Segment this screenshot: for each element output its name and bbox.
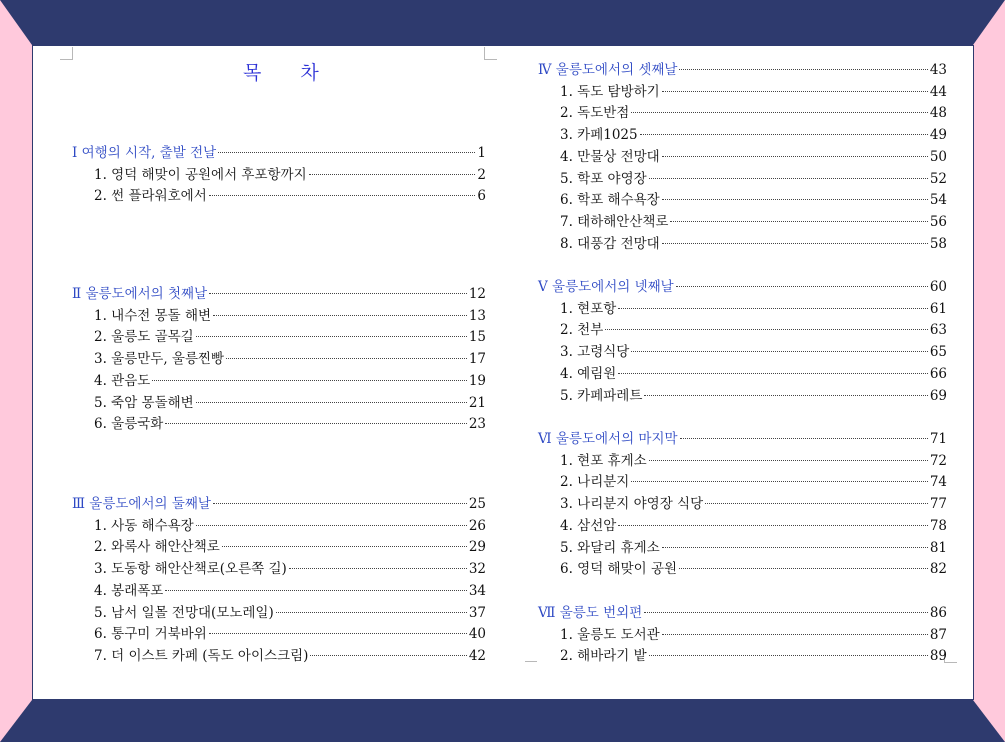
dot-leader <box>631 351 927 352</box>
dot-leader <box>640 134 928 135</box>
toc-page-number: 86 <box>929 605 947 621</box>
toc-item-entry[interactable] <box>560 147 947 167</box>
toc-page-number: 78 <box>929 517 947 534</box>
toc-item-entry[interactable] <box>560 451 947 471</box>
toc-item-label: 2. 울릉도 골목길 <box>94 329 194 346</box>
dot-leader <box>618 373 928 374</box>
toc-item-label: 1. 영덕 해맞이 공원에서 후포항까지 <box>94 166 307 183</box>
toc-item-entry[interactable] <box>94 306 486 326</box>
dot-leader <box>662 156 928 157</box>
toc-item-entry[interactable] <box>560 299 947 319</box>
dot-leader <box>209 195 476 196</box>
dot-leader <box>644 395 927 396</box>
toc-item-label: 6. 울릉국화 <box>94 416 164 433</box>
toc-section-heading: Ⅵ 울릉도에서의 마지막 <box>538 431 678 447</box>
toc-item-label: 5. 남서 일몰 전망대(모노레일) <box>94 604 274 621</box>
dot-leader <box>226 358 467 359</box>
toc-section-heading: Ⅶ 울릉도 번외편 <box>538 605 643 621</box>
toc-item-entry[interactable] <box>94 516 486 536</box>
toc-item-label: 1. 울릉도 도서관 <box>560 626 660 643</box>
toc-item-entry[interactable] <box>94 165 486 185</box>
toc-item-entry[interactable] <box>560 386 947 406</box>
dot-leader <box>209 293 467 294</box>
toc-item-label: 1. 내수전 몽돌 해변 <box>94 307 212 324</box>
toc-item-label: 3. 도동항 해안산책로(오른쪽 길) <box>94 561 287 578</box>
toc-page-number: 6 <box>477 188 486 205</box>
toc-item-entry[interactable] <box>560 646 947 666</box>
toc-item-label: 1. 현포 휴게소 <box>560 452 647 469</box>
toc-page-number: 60 <box>929 279 947 295</box>
toc-item-label: 2. 천부 <box>560 322 604 339</box>
toc-item-entry[interactable] <box>94 537 486 557</box>
toc-item-entry[interactable] <box>94 371 486 391</box>
toc-page-number: 69 <box>929 387 947 404</box>
toc-title <box>243 58 320 85</box>
toc-item-label: 2. 나리분지 <box>560 474 630 491</box>
toc-page-number: 17 <box>468 351 486 368</box>
toc-item-label: 7. 더 이스트 카페 (독도 아이스크림) <box>94 647 309 664</box>
toc-page-number: 56 <box>929 213 947 230</box>
toc-item-entry[interactable] <box>94 327 486 347</box>
dot-leader <box>631 481 927 482</box>
toc-item-entry[interactable] <box>94 624 486 644</box>
dot-leader <box>649 655 928 656</box>
toc-page-number: 81 <box>929 539 947 556</box>
toc-item-entry[interactable] <box>560 472 947 492</box>
dot-leader <box>705 503 928 504</box>
dot-leader <box>662 634 928 635</box>
dot-leader <box>213 315 467 316</box>
toc-page-number: 87 <box>929 626 947 643</box>
toc-item-label: 1. 독도 탐방하기 <box>560 83 660 100</box>
toc-item-label: 5. 학포 야영장 <box>560 170 647 187</box>
dot-leader <box>165 423 466 424</box>
toc-item-entry[interactable] <box>560 169 947 189</box>
dot-leader <box>670 221 927 222</box>
toc-page-number: 50 <box>929 148 947 165</box>
dot-leader <box>309 174 476 175</box>
toc-section-heading: Ⅱ 울릉도에서의 첫째날 <box>72 286 208 302</box>
toc-page-number: 19 <box>468 372 486 389</box>
dot-leader <box>605 329 928 330</box>
toc-page-number: 54 <box>929 192 947 209</box>
toc-section-entry[interactable] <box>538 429 947 449</box>
toc-item-label: 6. 학포 해수욕장 <box>560 192 660 209</box>
toc-section-entry[interactable] <box>72 143 486 163</box>
toc-section-heading: Ⅴ 울릉도에서의 넷째날 <box>538 279 674 295</box>
toc-page-number: 2 <box>477 166 486 183</box>
top-band <box>0 0 1005 45</box>
dot-leader <box>662 91 928 92</box>
toc-item-entry[interactable] <box>94 603 486 623</box>
toc-page-number: 25 <box>468 496 486 512</box>
toc-item-label: 4. 봉래폭포 <box>94 582 164 599</box>
dot-leader <box>676 286 928 287</box>
bottom-band <box>0 700 1005 742</box>
dot-leader <box>165 590 466 591</box>
dot-leader <box>196 525 467 526</box>
toc-section-entry[interactable] <box>538 277 947 297</box>
toc-title-char: 목 <box>243 62 263 84</box>
toc-page-number: 26 <box>468 517 486 534</box>
toc-item-entry[interactable] <box>560 364 947 384</box>
toc-item-entry[interactable] <box>560 82 947 102</box>
toc-section-entry[interactable] <box>72 494 486 514</box>
toc-page-number: 71 <box>929 431 947 447</box>
toc-section-entry[interactable] <box>538 60 947 80</box>
toc-page-number: 49 <box>929 127 947 144</box>
toc-item-entry[interactable] <box>560 342 947 362</box>
toc-section-entry[interactable] <box>72 284 486 304</box>
toc-item-label: 3. 울릉만두, 울릉찐빵 <box>94 351 225 368</box>
toc-item-entry[interactable] <box>560 190 947 210</box>
dot-leader <box>631 112 927 113</box>
dot-leader <box>209 633 467 634</box>
toc-item-label: 3. 나리분지 야영장 식당 <box>560 496 704 513</box>
toc-page-number: 48 <box>929 105 947 122</box>
dot-leader <box>276 612 467 613</box>
dot-leader <box>679 568 928 569</box>
toc-page-number: 77 <box>929 496 947 513</box>
dot-leader <box>662 199 928 200</box>
dot-leader <box>152 380 467 381</box>
dot-leader <box>310 655 466 656</box>
toc-page-number: 42 <box>468 647 486 664</box>
toc-title-char: 차 <box>300 62 320 84</box>
toc-item-entry[interactable] <box>560 212 947 232</box>
toc-item-label: 5. 카페파레트 <box>560 387 643 404</box>
toc-item-entry[interactable] <box>560 234 947 254</box>
toc-item-entry[interactable] <box>560 125 947 145</box>
toc-page-number: 21 <box>468 394 486 411</box>
toc-item-label: 8. 대풍감 전망대 <box>560 235 660 252</box>
toc-item-label: 2. 독도반점 <box>560 105 630 122</box>
toc-page-number: 74 <box>929 474 947 491</box>
toc-page-number: 40 <box>468 626 486 643</box>
toc-item-label: 2. 와록사 해안산책로 <box>94 539 220 556</box>
toc-section-entry[interactable] <box>538 603 947 623</box>
dot-leader <box>289 568 467 569</box>
toc-page-number: 32 <box>468 561 486 578</box>
toc-page-number: 44 <box>929 83 947 100</box>
toc-page-number: 12 <box>468 286 486 302</box>
toc-item-label: 6. 통구미 거북바위 <box>94 626 207 643</box>
dot-leader <box>649 178 928 179</box>
toc-section-heading: Ⅲ 울릉도에서의 둘째날 <box>72 496 211 512</box>
toc-item-label: 3. 고령식당 <box>560 344 630 361</box>
toc-section-heading: Ⅳ 울릉도에서의 셋째날 <box>538 62 678 78</box>
toc-item-entry[interactable] <box>94 581 486 601</box>
toc-item-label: 3. 카페1025 <box>560 127 638 144</box>
toc-item-label: 1. 현포항 <box>560 300 617 317</box>
toc-page-number: 89 <box>929 648 947 665</box>
toc-page-number: 58 <box>929 235 947 252</box>
dot-leader <box>662 547 928 548</box>
toc-page-number: 34 <box>468 582 486 599</box>
toc-item-entry[interactable] <box>560 516 947 536</box>
dot-leader <box>644 612 928 613</box>
toc-item-entry[interactable] <box>560 320 947 340</box>
toc-page-number: 66 <box>929 365 947 382</box>
toc-page-number: 82 <box>929 561 947 578</box>
toc-page-number: 61 <box>929 300 947 317</box>
toc-page-number: 29 <box>468 539 486 556</box>
toc-item-label: 5. 죽암 몽돌해변 <box>94 394 194 411</box>
dot-leader <box>618 525 928 526</box>
toc-page-number: 15 <box>468 329 486 346</box>
toc-item-label: 4. 관음도 <box>94 372 151 389</box>
toc-item-label: 5. 와달리 휴게소 <box>560 539 660 556</box>
dot-leader <box>196 402 467 403</box>
toc-item-entry[interactable] <box>94 393 486 413</box>
toc-item-entry[interactable] <box>94 559 486 579</box>
toc-page-number: 13 <box>468 307 486 324</box>
toc-item-label: 6. 영덕 해맞이 공원 <box>560 561 678 578</box>
toc-item-label: 4. 삼선암 <box>560 517 617 534</box>
toc-item-entry[interactable] <box>94 186 486 206</box>
dot-leader <box>213 503 467 504</box>
toc-item-label: 2. 썬 플라워호에서 <box>94 188 207 205</box>
toc-item-label: 4. 예림원 <box>560 365 617 382</box>
toc-item-label: 1. 사동 해수욕장 <box>94 517 194 534</box>
toc-page-number: 23 <box>468 416 486 433</box>
dot-leader <box>218 152 475 153</box>
toc-item-entry[interactable] <box>560 538 947 558</box>
toc-item-entry[interactable] <box>560 494 947 514</box>
toc-item-entry[interactable] <box>560 559 947 579</box>
toc-item-entry[interactable] <box>560 625 947 645</box>
corner-mark <box>525 661 537 674</box>
toc-item-entry[interactable] <box>94 349 486 369</box>
toc-page-number: 37 <box>468 604 486 621</box>
toc-page-number: 43 <box>929 62 947 78</box>
toc-page-number: 1 <box>477 145 486 161</box>
toc-page-number: 52 <box>929 170 947 187</box>
dot-leader <box>649 460 928 461</box>
dot-leader <box>618 308 928 309</box>
toc-item-label: 2. 해바라기 밭 <box>560 648 647 665</box>
corner-mark <box>60 47 73 60</box>
dot-leader <box>662 243 928 244</box>
toc-section-heading: Ⅰ 여행의 시작, 출발 전날 <box>72 145 217 161</box>
toc-page-number: 63 <box>929 322 947 339</box>
toc-item-entry[interactable] <box>94 414 486 434</box>
dot-leader <box>196 336 467 337</box>
toc-page-number: 72 <box>929 452 947 469</box>
toc-item-label: 7. 태하해안산책로 <box>560 213 669 230</box>
corner-mark <box>484 47 497 60</box>
toc-item-entry[interactable] <box>94 646 486 666</box>
toc-item-entry[interactable] <box>560 103 947 123</box>
dot-leader <box>680 438 928 439</box>
dot-leader <box>679 69 927 70</box>
dot-leader <box>222 546 467 547</box>
toc-page-number: 65 <box>929 344 947 361</box>
toc-item-label: 4. 만물상 전망대 <box>560 148 660 165</box>
